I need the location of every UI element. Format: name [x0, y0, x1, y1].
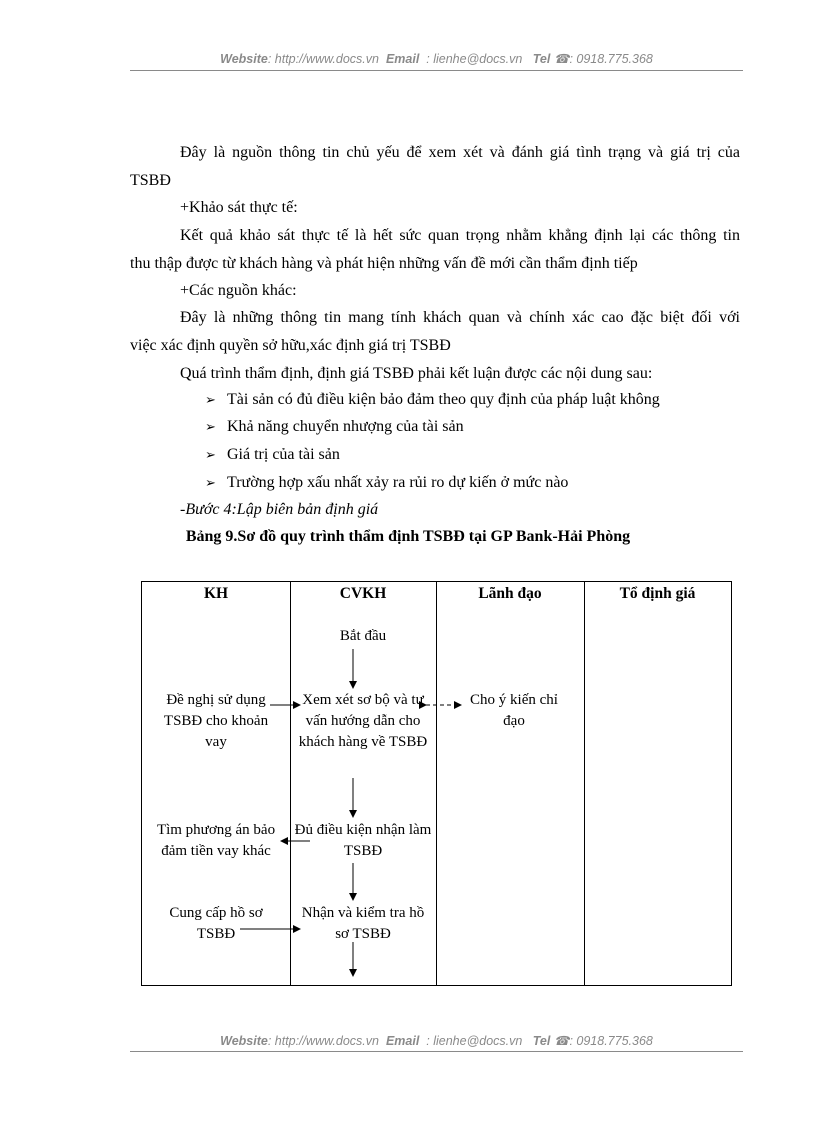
website-value: : http://www.docs.vn: [267, 52, 379, 66]
table-caption: Bảng 9.Sơ đồ quy trình thẩm định TSBĐ tại GP Bank-Hải Phòng: [185, 528, 631, 545]
flowchart-table: [141, 581, 732, 986]
paragraph-3-line-1: Kết quả khảo sát thực tế là hết sức quan trọng nhằm khẳng định lại các thông tin: [180, 227, 740, 244]
tel-value: : 0918.775.368: [569, 52, 653, 66]
page-header: [130, 51, 743, 66]
arrow-bullet-icon: ➢: [205, 448, 216, 463]
column-header-kh: KH: [203, 585, 229, 602]
tel-label: Tel: [532, 52, 551, 66]
website-label: Website: [220, 1034, 268, 1048]
phone-icon: ☎: [553, 1034, 570, 1048]
flow-node-cv-eligible: Đủ điều kiện nhận làm TSBĐ: [294, 822, 432, 859]
bullet-item: ➢ Trường hợp xấu nhất xảy ra rủi ro dự kiến ở mức nào: [205, 473, 568, 494]
tel-value: : 0918.775.368: [569, 1034, 653, 1048]
flow-node-kh-alternative: Tìm phương án bảo đảm tiền vay khác: [156, 822, 276, 859]
email-value: : lienhe@docs.vn: [426, 52, 523, 66]
column-header-cvkh: CVKH: [339, 585, 387, 602]
phone-icon: ☎: [553, 52, 570, 66]
flow-node-cv-receive: Nhận và kiểm tra hồ sơ TSBĐ: [301, 905, 425, 942]
arrow-bullet-icon: ➢: [205, 420, 216, 435]
flow-node-ld-opinion: Cho ý kiến chỉ đạo: [470, 692, 558, 729]
paragraph-1-line-1: Đây là nguồn thông tin chủ yếu để xem xét và đánh giá tình trạng và giá trị của: [180, 144, 740, 161]
tel-label: Tel: [532, 1034, 551, 1048]
email-label: Email: [385, 1034, 420, 1048]
arrow-bullet-icon: ➢: [205, 476, 216, 491]
page-footer: [130, 1033, 743, 1048]
website-value: : http://www.docs.vn: [267, 1034, 379, 1048]
flow-node-start: Bắt đầu: [339, 628, 387, 644]
paragraph-5-line-1: Đây là những thông tin mang tính khách quan và chính xác cao đặc biệt đối với: [180, 309, 740, 326]
bullet-item: ➢ Khả năng chuyển nhượng của tài sản: [205, 417, 464, 438]
step-4-heading: -Bước 4:Lập biên bản định giá: [180, 501, 379, 518]
paragraph-4: +Các nguồn khác:: [180, 282, 297, 299]
email-label: Email: [385, 52, 420, 66]
paragraph-6: Quá trình thẩm định, định giá TSBĐ phải kết luận được các nội dung sau:: [180, 365, 653, 382]
flow-node-kh-request: Đề nghị sử dụng TSBĐ cho khoản vay: [163, 692, 269, 750]
email-value: : lienhe@docs.vn: [426, 1034, 523, 1048]
paragraph-3-line-2: thu thập được từ khách hàng và phát hiện những vấn đề mới cần thẩm định tiếp: [130, 255, 638, 272]
header-divider: [130, 70, 743, 71]
paragraph-2: +Khảo sát thực tế:: [180, 199, 298, 216]
column-header-to-dinh-gia: Tổ định giá: [619, 585, 696, 602]
website-label: Website: [220, 52, 268, 66]
arrow-bullet-icon: ➢: [205, 393, 216, 408]
flow-node-kh-provide: Cung cấp hồ sơ TSBĐ: [169, 905, 263, 942]
column-header-lanh-dao: Lãnh đạo: [478, 585, 542, 602]
bullet-item: ➢ Tài sản có đủ điều kiện bảo đảm theo quy định của pháp luật không: [205, 390, 660, 411]
footer-divider: [130, 1051, 743, 1052]
bullet-item: ➢ Giá trị của tài sản: [205, 445, 340, 466]
flow-node-cv-review: Xem xét sơ bộ và tư vấn hướng dẫn cho khách hàng về TSBĐ: [298, 692, 428, 750]
paragraph-1-line-2: TSBĐ: [130, 172, 171, 189]
paragraph-5-line-2: việc xác định quyền sở hữu,xác định giá trị TSBĐ: [130, 337, 451, 354]
